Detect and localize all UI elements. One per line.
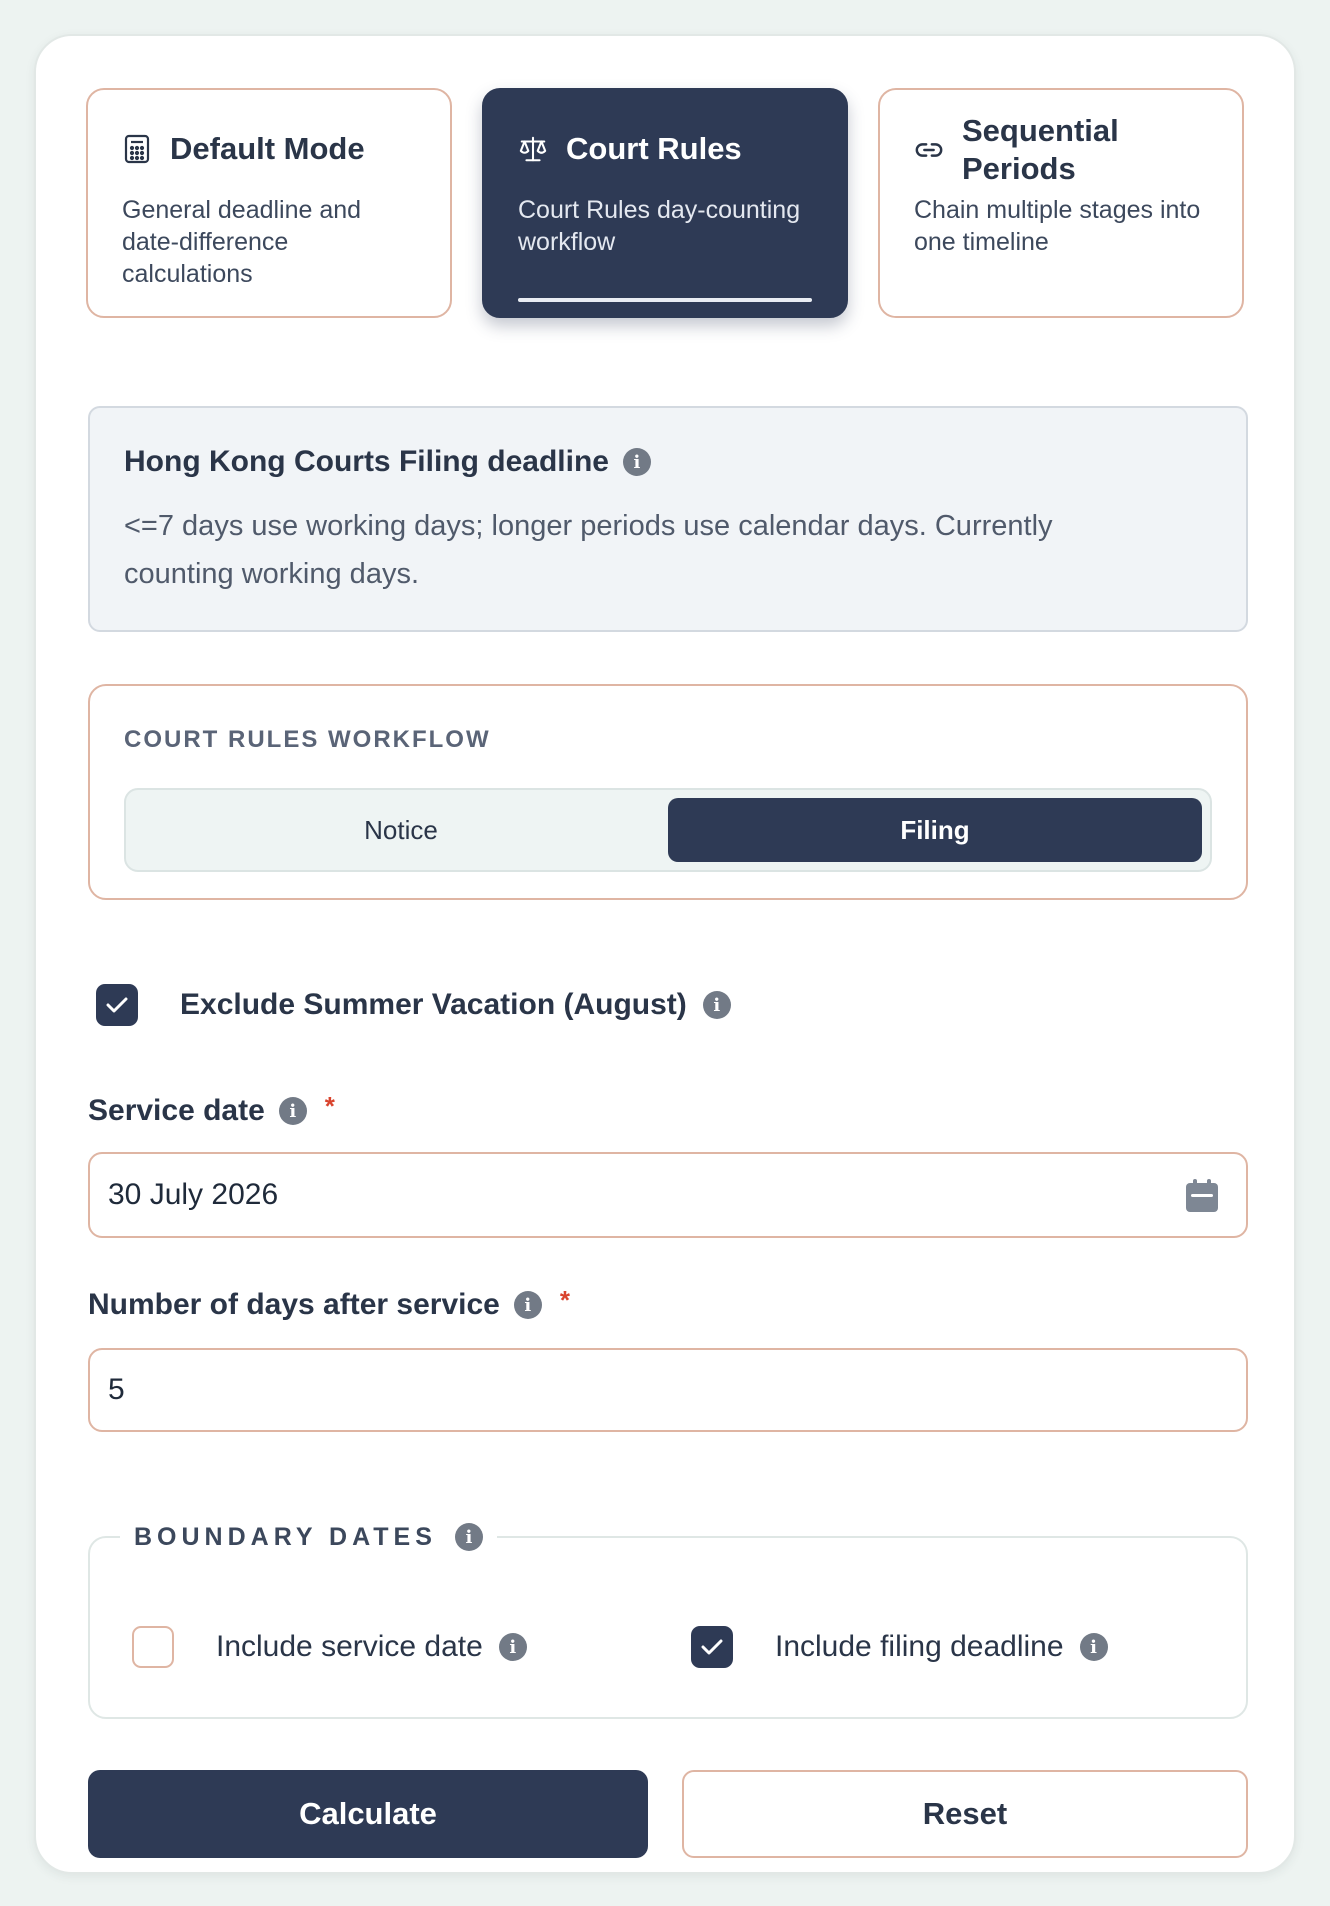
service-date-value: 30 July 2026 bbox=[108, 1178, 279, 1211]
check-icon bbox=[105, 996, 129, 1014]
mode-default[interactable] bbox=[86, 88, 452, 318]
mode-title: Default Mode bbox=[170, 131, 365, 166]
calculate-button[interactable]: Calculate bbox=[88, 1770, 648, 1858]
banner-title: Hong Kong Courts Filing deadline bbox=[124, 445, 609, 478]
service-date-input[interactable] bbox=[88, 1152, 1248, 1238]
info-icon[interactable]: i bbox=[279, 1097, 307, 1125]
service-date-label: Service date bbox=[88, 1094, 265, 1127]
rule-info-banner bbox=[88, 406, 1248, 632]
info-icon[interactable]: i bbox=[623, 448, 651, 476]
court-rules-workflow bbox=[88, 684, 1248, 900]
mode-description: Court Rules day-counting workflow bbox=[518, 196, 801, 256]
required-mark: * bbox=[559, 1284, 570, 1315]
banner-text: <=7 days use working days; longer periods use calendar days. Currently counting working days. bbox=[124, 510, 1053, 590]
include-filing-deadline-label: Include filing deadline bbox=[775, 1630, 1064, 1663]
include-filing-deadline-option bbox=[691, 1623, 1108, 1671]
days-after-input[interactable] bbox=[88, 1348, 1248, 1432]
exclude-summer-checkbox[interactable] bbox=[96, 984, 138, 1026]
required-mark: * bbox=[324, 1090, 335, 1121]
exclude-summer-label: Exclude Summer Vacation (August) bbox=[180, 988, 687, 1021]
info-icon[interactable]: i bbox=[499, 1633, 527, 1661]
workflow-label: COURT RULES WORKFLOW bbox=[124, 726, 491, 753]
info-icon[interactable]: i bbox=[514, 1291, 542, 1319]
active-indicator bbox=[518, 298, 812, 302]
link-icon bbox=[914, 135, 944, 165]
include-filing-deadline-checkbox[interactable] bbox=[691, 1626, 733, 1668]
days-after-label: Number of days after service bbox=[88, 1288, 500, 1321]
calculator-icon bbox=[122, 134, 152, 164]
boundary-dates-legend: BOUNDARY DATES bbox=[134, 1522, 437, 1551]
calendar-icon[interactable] bbox=[1184, 1178, 1220, 1214]
info-icon[interactable]: i bbox=[1080, 1633, 1108, 1661]
mode-title: Sequential Periods bbox=[962, 113, 1119, 186]
mode-sequential[interactable] bbox=[878, 88, 1244, 318]
scales-icon bbox=[518, 134, 548, 164]
workflow-option-filing[interactable]: Filing bbox=[668, 798, 1202, 862]
mode-description: General deadline and date-difference calculations bbox=[122, 196, 362, 288]
service-date-label-row bbox=[88, 1090, 335, 1128]
include-service-date-checkbox[interactable] bbox=[132, 1626, 174, 1668]
boundary-dates-group bbox=[88, 1522, 1248, 1719]
workflow-toggle bbox=[124, 788, 1212, 872]
days-after-value: 5 bbox=[108, 1373, 125, 1406]
mode-court-rules[interactable] bbox=[482, 88, 848, 318]
workflow-option-notice[interactable]: Notice bbox=[364, 814, 438, 845]
exclude-summer-row bbox=[96, 975, 731, 1035]
info-icon[interactable]: i bbox=[455, 1523, 483, 1551]
reset-button[interactable]: Reset bbox=[682, 1770, 1248, 1858]
mode-description: Chain multiple stages into one timeline bbox=[914, 196, 1201, 256]
days-after-label-row bbox=[88, 1284, 570, 1322]
check-icon bbox=[700, 1638, 724, 1656]
include-service-date-option bbox=[132, 1623, 527, 1671]
calculator-card bbox=[34, 34, 1296, 1874]
info-icon[interactable]: i bbox=[703, 991, 731, 1019]
include-service-date-label: Include service date bbox=[216, 1630, 483, 1663]
mode-title: Court Rules bbox=[566, 131, 742, 166]
